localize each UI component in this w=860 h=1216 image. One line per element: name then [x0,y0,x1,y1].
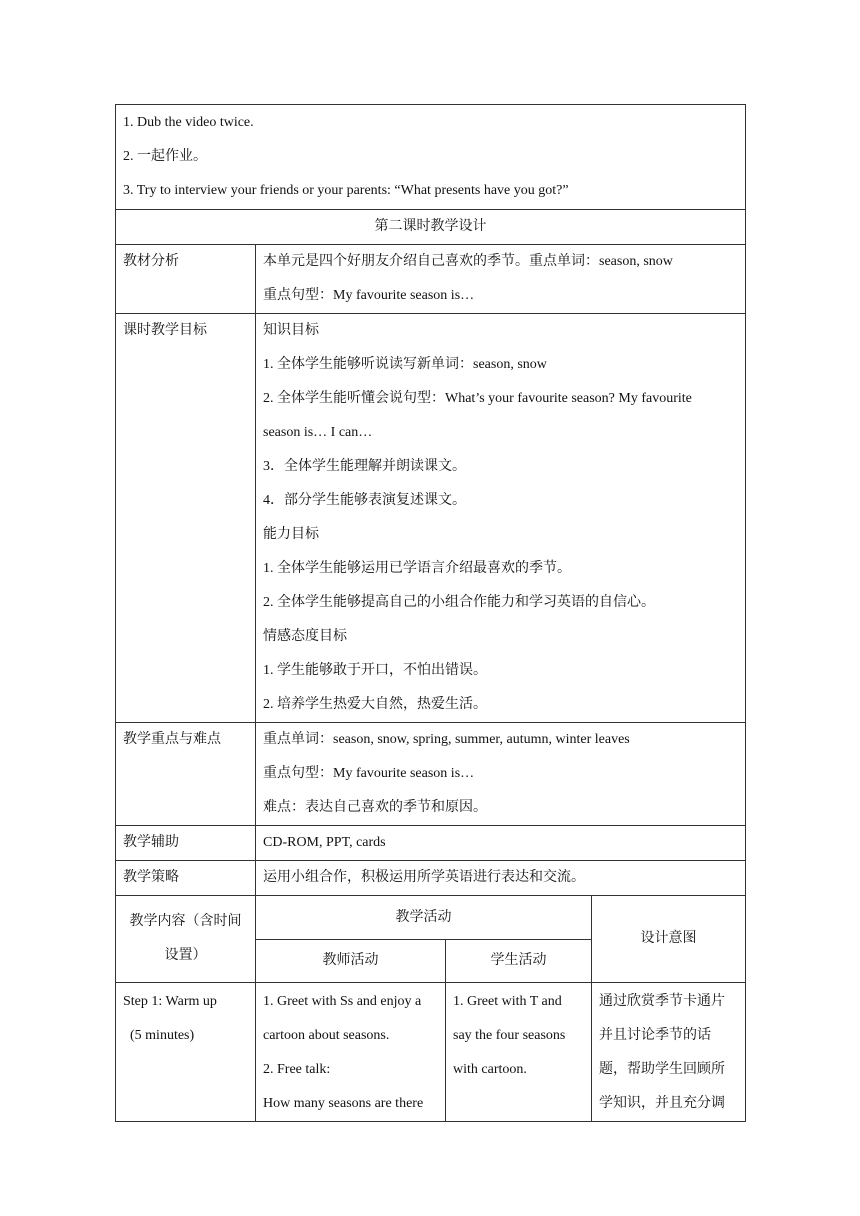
objectives-line: 4．部分学生能够表演复述课文。 [263,493,466,508]
student-activity-header: 学生活动 [446,940,592,983]
homework-line: 2. 一起作业。 [123,149,207,164]
step1-student [446,983,592,1122]
key-points-label: 教学重点与难点 [116,723,256,826]
strategy-label: 教学策略 [116,861,256,896]
objectives-content [256,314,746,723]
design-header: 设计意图 [592,896,746,983]
analysis-line: 重点句型：My favourite season is… [263,288,475,303]
step1-content-line: (5 minutes) [123,1028,195,1043]
step1-teacher-line: cartoon about seasons. [263,1028,390,1043]
analysis-label: 教材分析 [116,245,256,314]
key-points-row [116,723,746,826]
objectives-line: 1. 全体学生能够运用已学语言介绍最喜欢的季节。 [263,561,571,576]
section-title-row [116,210,746,245]
content-header-line: 设置） [164,948,207,963]
activity-header-row [116,896,746,940]
key-points-line: 重点句型：My favourite season is… [263,766,475,781]
objectives-label: 课时教学目标 [116,314,256,723]
analysis-content [256,245,746,314]
objectives-heading: 知识目标 [263,323,319,338]
strategy-value: 运用小组合作，积极运用所学英语进行表达和交流。 [256,861,746,896]
homework-line: 3. Try to interview your friends or your parents: “What presents have you got?” [123,183,569,198]
step1-design-line: 题，帮助学生回顾所 [599,1062,725,1077]
objectives-row [116,314,746,723]
objectives-line: season is… I can… [263,425,373,440]
step1-design-line: 并且讨论季节的话 [599,1028,711,1043]
step1-row [116,983,746,1122]
objectives-line: 1. 全体学生能够听说读写新单词：season, snow [263,357,547,372]
lesson-plan-table [115,104,746,1122]
objectives-line: 1. 学生能够敢于开口，不怕出错误。 [263,663,487,678]
step1-teacher-line: 1. Greet with Ss and enjoy a [263,994,422,1009]
step1-student-line: with cartoon. [453,1062,527,1077]
step1-design-line: 通过欣赏季节卡通片 [599,994,725,1009]
content-header [116,896,256,983]
key-points-content [256,723,746,826]
key-points-line: 重点单词：season, snow, spring, summer, autumn, winter leaves [263,732,630,747]
homework-row [116,105,746,210]
step1-student-line: say the four seasons [453,1028,566,1043]
objectives-line: 2. 培养学生热爱大自然，热爱生活。 [263,697,487,712]
step1-teacher-line: 2. Free talk: [263,1062,331,1077]
step1-teacher-line: How many seasons are there [263,1096,424,1111]
step1-student-line: 1. Greet with T and [453,994,562,1009]
section-title: 第二课时教学设计 [116,210,746,245]
analysis-row [116,245,746,314]
analysis-line: 本单元是四个好朋友介绍自己喜欢的季节。重点单词：season, snow [263,254,673,269]
homework-cell [116,105,746,210]
objectives-heading: 能力目标 [263,527,319,542]
strategy-row [116,861,746,896]
key-points-line: 难点：表达自己喜欢的季节和原因。 [263,800,487,815]
teacher-activity-header: 教师活动 [256,940,446,983]
aids-label: 教学辅助 [116,826,256,861]
aids-value: CD-ROM, PPT, cards [256,826,746,861]
activity-header: 教学活动 [256,896,592,940]
step1-design-line: 学知识，并且充分调 [599,1096,725,1111]
objectives-heading: 情感态度目标 [263,629,347,644]
lesson-plan-document [115,104,745,1122]
objectives-line: 3．全体学生能理解并朗读课文。 [263,459,466,474]
step1-content-line: Step 1: Warm up [123,994,217,1009]
objectives-line: 2. 全体学生能听懂会说句型：What’s your favourite season? My favourite [263,391,692,406]
content-header-line: 教学内容（含时间 [129,914,242,929]
objectives-line: 2. 全体学生能够提高自己的小组合作能力和学习英语的自信心。 [263,595,655,610]
homework-line: 1. Dub the video twice. [123,115,254,130]
step1-teacher [256,983,446,1122]
step1-design [592,983,746,1122]
step1-content [116,983,256,1122]
aids-row [116,826,746,861]
